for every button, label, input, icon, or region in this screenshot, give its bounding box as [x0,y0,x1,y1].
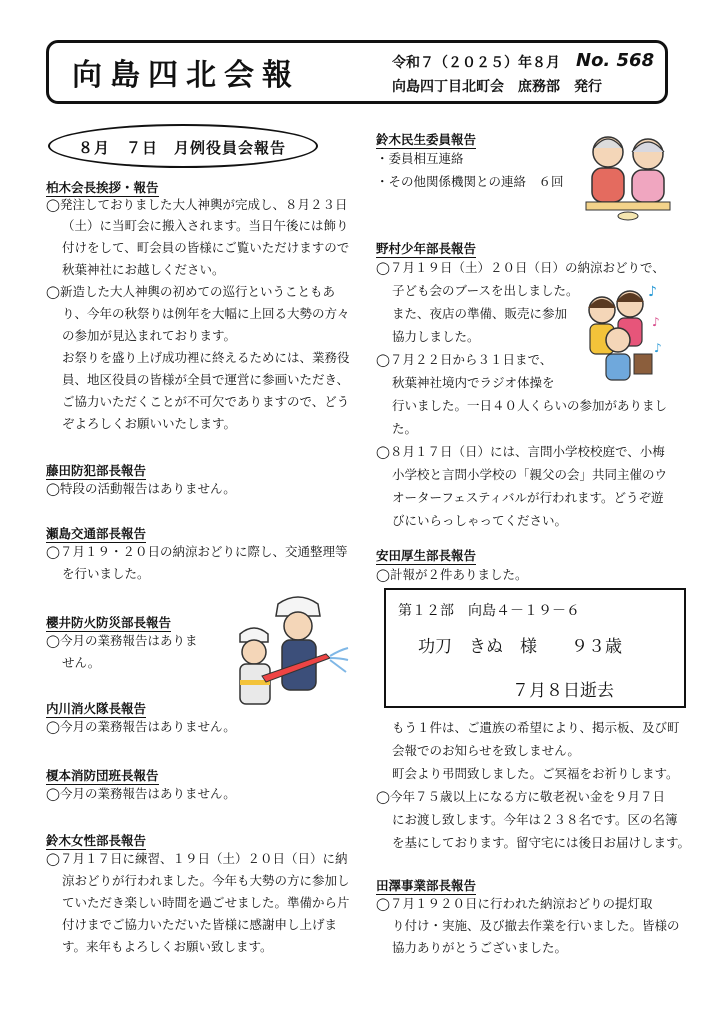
text-line: ◯８月１７日（日）には、言問小学校校庭で、小梅 [376,444,665,459]
text-line: ◯特段の活動報告はありません。 [46,481,236,496]
main-title: ８月 ７日 月例役員会報告 [78,139,287,157]
section-heading-sejima: 瀬島交通部長報告 [46,526,147,541]
text-line: り、今年の秋祭りは例年を大幅に上回る大勢の方々 [62,306,350,321]
issue-date: 令和７（２０２５）年８月 [392,55,560,71]
svg-text:♪: ♪ [648,284,657,300]
text-line: 町会より弔問致しました。ご冥福をお祈りします。 [392,766,679,781]
text-line: た。 [392,421,418,436]
text-line: （土）に当町会に搬入されます。当日午後には飾り [62,218,349,233]
text-line: ◯今月の業務報告はありません。 [46,719,236,734]
text-line: ◯７月１７日に練習、１９日（土）２０日（日）に納 [46,851,348,866]
text-line: 秋葉神社境内でラジオ体操を [392,375,555,390]
text-line: また、夜店の準備、販売に参加 [392,306,568,321]
obituary-address: 第１２部 向島４－１９－６ [398,603,580,619]
text-line: ◯７月１９・２０日の納涼おどりに際し、交通整理等 [46,544,348,559]
text-line: を基にしております。留守宅には後日お届けします。 [392,835,691,850]
text-line: ◯７月１９２０日に行われた納涼おどりの提灯取 [376,896,653,911]
text-line: ・委員相互連絡 [376,151,464,166]
newsletter-title: 向島四北会報 [72,58,300,93]
text-line: ◯７月１９日（土）２０日（日）の納涼おどりで、 [376,260,665,275]
text-line: す。来年もよろしくお願い致します。 [62,939,273,954]
elderly-couple-illustration [580,130,676,222]
text-line: の参加が見込まれております。 [62,328,237,343]
text-line: 会報でのお知らせを致しません。 [392,743,580,758]
text-line: ◯発注しておりました大人神輿が完成し、８月２３日 [46,197,348,212]
section-heading-yasuda: 安田厚生部長報告 [376,548,477,563]
text-line: ・その他関係機関との連絡 ６回 [376,174,564,189]
text-line: ていただき楽しい時間を過ごせました。準備から片 [62,895,350,910]
section-heading-tazawa: 田澤事業部長報告 [376,878,477,893]
text-line: 付けまでご協力いただいた皆様に感謝申し上げま [62,917,338,932]
text-line: 秋葉神社にお越しください。 [62,262,225,277]
publisher: 向島四丁目北町会 庶務部 発行 [392,79,602,95]
section-heading-nomura: 野村少年部長報告 [376,241,477,256]
text-line: もう１件は、ご遺族の希望により、掲示板、及び町 [392,720,680,735]
text-line: 行いました。一日４０人くらいの参加がありまし [392,398,668,413]
text-line: ◯７月２２日から３１日まで、 [376,352,553,367]
text-line: ◯今月の業務報告はありま [46,633,198,648]
text-line: ◯新造した大人神輿の初めての巡行ということもあ [46,284,335,299]
text-line: ◯今月の業務報告はありません。 [46,786,236,801]
section-heading-fujita: 藤田防犯部長報告 [46,463,147,478]
text-line: 協力しました。 [392,329,480,344]
text-line: びにいらっしゃってください。 [392,513,568,528]
text-line: ぞよろしくお願いいたします。 [62,416,237,431]
section-heading-suzuki-minsei: 鈴木民生委員報告 [376,132,477,147]
text-line: を行いました。 [62,566,150,581]
section-heading-uchikawa: 内川消火隊長報告 [46,701,147,716]
section-heading-enomoto: 榎本消防団班長報告 [46,768,159,783]
section-heading-kashiwagi: 柏木会長挨拶・報告 [46,180,159,195]
text-line: ◯今年７５歳以上になる方に敬老祝い金を９月７日 [376,789,665,804]
firefighters-illustration [226,594,350,710]
text-line: 付けをして、町会員の皆様にご覧いただけますので [62,240,350,255]
section-heading-sakurai: 櫻井防火防災部長報告 [46,615,172,630]
text-line: 員、地区役員の皆様が全員で運営に参画いただき、 [62,372,350,387]
text-line: お祭りを盛り上げ成功裡に終えるためには、業務役 [62,350,350,365]
text-line: ◯計報が２件ありました。 [376,567,528,582]
text-line: 協力ありがとうございました。 [392,940,568,955]
obituary-name: 功刀 きぬ 様 ９３歳 [418,637,622,657]
text-line: 小学校と言問小学校の「親父の会」共同主催のウ [392,467,668,482]
obituary-date: ７月８日逝去 [512,681,614,701]
svg-text:♪: ♪ [654,341,662,355]
text-line: オーターフェスティバルが行われます。どうぞ遊 [392,490,664,505]
svg-text:♪: ♪ [652,315,660,329]
children-singing-illustration [580,282,666,386]
text-line: 涼おどりが行われました。今年も大勢の方に参加し [62,873,350,888]
text-line: にお渡し致します。今年は２３８名です。区の名簿 [392,812,678,827]
text-line: せん。 [62,655,101,670]
section-heading-suzuki-women: 鈴木女性部長報告 [46,833,147,848]
issue-number: No. 568 [576,50,655,71]
text-line: ご協力いただくことが不可欠でありますので、どう [62,394,350,409]
text-line: り付け・実施、及び撤去作業を行いました。皆様の [392,918,680,933]
text-line: 子ども会のブースを出しました。 [392,283,579,298]
